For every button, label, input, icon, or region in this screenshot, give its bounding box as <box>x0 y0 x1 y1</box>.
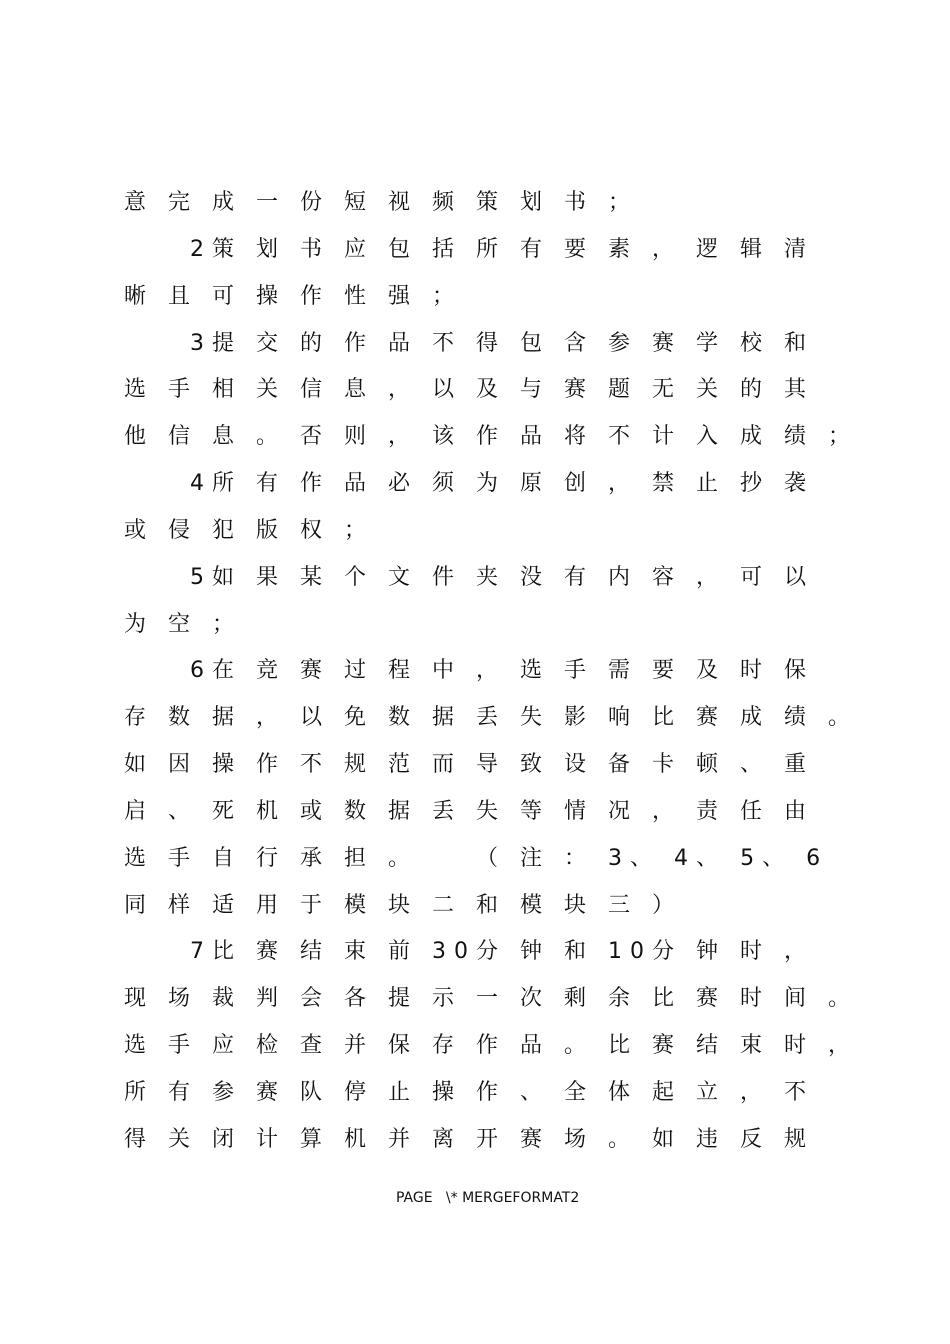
text-line: 如因操作不规范而导致设备卡顿、重 <box>124 752 829 777</box>
text-number: 6 <box>190 658 212 683</box>
text-line: 选手自行承担。 （注：3、4、5、6 <box>124 846 829 871</box>
text-number: 4 <box>674 846 697 871</box>
text-line: 所有参赛队停止操作、全体起立，不 <box>124 1080 829 1105</box>
text-line: 意完成一份短视频策划书； <box>124 190 653 215</box>
text-line: 得关闭计算机并离开赛场。如违反规 <box>124 1127 829 1152</box>
text-number: 6 <box>806 846 829 871</box>
text-line: 晰且可操作性强； <box>124 284 477 309</box>
text-line: 6在竞赛过程中，选手需要及时保 <box>190 658 829 683</box>
text-line: 选手相关信息，以及与赛题无关的其 <box>124 377 829 402</box>
text-number: 7 <box>190 939 212 964</box>
text-line: 同样适用于模块二和模块三） <box>124 893 697 918</box>
text-number: 5 <box>190 565 212 590</box>
text-line: 7比赛结束前30分钟和10分钟时， <box>190 939 829 964</box>
text-number: 10 <box>608 939 653 964</box>
text-line: 选手应检查并保存作品。比赛结束时， <box>124 1033 873 1058</box>
text-line: 4所有作品必须为原创，禁止抄袭 <box>190 471 829 496</box>
text-number: 30 <box>432 939 477 964</box>
text-line: 2策划书应包括所有要素，逻辑清 <box>190 237 829 262</box>
page-footer: PAGE \* MERGEFORMAT2 <box>396 1190 580 1206</box>
text-number: 3 <box>608 846 631 871</box>
text-line: 为空； <box>124 612 257 637</box>
text-number: 3 <box>190 331 212 356</box>
text-number: 5 <box>740 846 763 871</box>
text-line: 他信息。否则，该作品将不计入成绩； <box>124 424 873 449</box>
text-space <box>432 846 476 871</box>
text-line: 启、死机或数据丢失等情况，责任由 <box>124 799 829 824</box>
text-line: 现场裁判会各提示一次剩余比赛时间。 <box>124 986 873 1011</box>
text-line: 5如果某个文件夹没有内容，可以 <box>190 565 829 590</box>
text-line: 或侵犯版权； <box>124 518 389 543</box>
text-line: 3提交的作品不得包含参赛学校和 <box>190 331 829 356</box>
text-line: 存数据，以免数据丢失影响比赛成绩。 <box>124 705 873 730</box>
text-number: 2 <box>190 237 212 262</box>
text-number: 4 <box>190 471 212 496</box>
